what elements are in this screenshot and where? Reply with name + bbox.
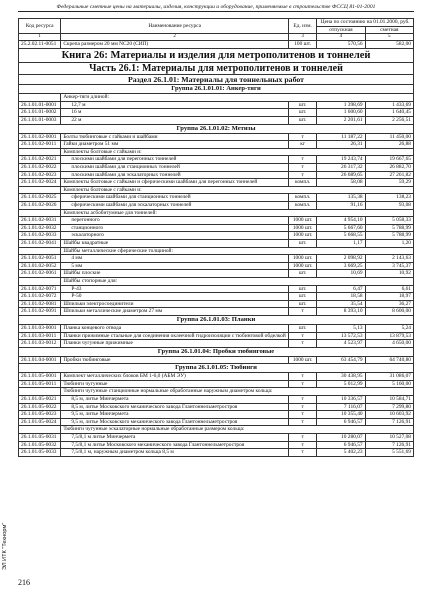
row-price-release: 1 600,60 (317, 109, 365, 117)
section-title: Раздел 26.1.01: Материалы для тоннельных работ (19, 75, 414, 85)
row-code: 26.1.01.03-0001 (19, 324, 61, 332)
row-price-release: 26 317,32 (317, 164, 365, 172)
row-price-estimate: 93,08 (365, 202, 413, 210)
row-name: 8,5 м, литье Минчермета (61, 396, 289, 404)
running-header: Федеральные сметные цены на материалы, изделия, конструкции и оборудование, применяемые в строительстве ФССЦ 81-01-2001 (18, 4, 414, 12)
row-price-estimate: 582,00 (365, 41, 413, 49)
row-price-estimate: 10 603,92 (365, 411, 413, 419)
row-code: 26.1.01.01-0001 (19, 101, 61, 109)
row-name: Шайбы плоские (61, 270, 289, 278)
subgroup-label: Комплекты болтовые с гайками и: (61, 186, 414, 194)
row-price-estimate: 5 058,33 (365, 217, 413, 225)
index-cell: 5 (365, 34, 413, 41)
table-row (19, 232, 414, 240)
group-title: Группа 26.1.01.01: Анкер-тяги (19, 85, 414, 94)
row-code: 26.1.01.02-0001 (19, 133, 61, 141)
row-unit: т (289, 411, 317, 419)
row-name: Шайбы квадратные (61, 239, 289, 247)
row-name: 22 м (61, 117, 289, 125)
table-row (19, 380, 414, 388)
table-row (19, 217, 414, 225)
row-price-estimate: 31 086,07 (365, 373, 413, 381)
group-title-row (19, 85, 414, 94)
part-title-row (19, 62, 414, 75)
sidebar-caption (2, 420, 14, 570)
row-code: 26.1.01.02-0081 (19, 300, 61, 308)
row-unit: компл. (289, 202, 317, 210)
row-price-estimate: 19 667,65 (365, 156, 413, 164)
row-code: 26.1.01.02-0091 (19, 308, 61, 316)
subgroup-label-row (19, 209, 414, 217)
table-row (19, 156, 414, 164)
row-code: 26.1.01.02-0022 (19, 164, 61, 172)
row-code (19, 148, 61, 156)
row-unit: т (289, 332, 317, 340)
header-name: Наименование ресурса (61, 19, 289, 34)
row-price-release: 63 454,79 (317, 356, 365, 364)
part-title: Часть 26.1: Материалы для метрополитенов и тоннелей (19, 62, 414, 75)
row-unit: шт. (289, 300, 317, 308)
row-unit: шт. (289, 293, 317, 301)
row-price-release: 6 946,57 (317, 441, 365, 449)
table-row (19, 403, 414, 411)
row-price-release: 30 438,95 (317, 373, 365, 381)
row-price-release: 19 243,74 (317, 156, 365, 164)
row-name: 7,5/8,1 м литье Минчермета (61, 434, 289, 442)
row-price-estimate: 7 126,91 (365, 441, 413, 449)
row-price-release: 1,17 (317, 239, 365, 247)
row-name: 16 м (61, 109, 289, 117)
subgroup-label: Комплекты болтовые с гайками и: (61, 148, 414, 156)
table-row (19, 141, 414, 149)
row-name: 5 мм (61, 262, 289, 270)
row-price-release: 10,69 (317, 270, 365, 278)
row-code: 26.1.01.02-0031 (19, 217, 61, 225)
index-cell: 3 (289, 34, 317, 41)
row-name: Пробки тюбинговые (61, 356, 289, 364)
row-unit: компл. (289, 194, 317, 202)
row-name: 7,5/8,1 м литье Московского механического завода Глантоннельметростроя (61, 441, 289, 449)
row-price-release: 6,47 (317, 285, 365, 293)
table-row (19, 164, 414, 172)
table-row (19, 441, 414, 449)
row-unit: 100 шт. (289, 41, 317, 49)
section-title-row (19, 75, 414, 85)
row-code: 26.1.01.04-0001 (19, 356, 61, 364)
row-unit: кг (289, 141, 317, 149)
row-price-release: 35,54 (317, 300, 365, 308)
row-price-estimate: 2 256,51 (365, 117, 413, 125)
row-name: Шпильки металлические диаметром 27 мм (61, 308, 289, 316)
row-code (19, 94, 61, 102)
row-code (19, 277, 61, 285)
row-name: 12,7 м (61, 101, 289, 109)
row-name: Комплект металлических блоков БМ 1-6,0 (АБМ ЭУ) (61, 373, 289, 381)
row-price-estimate: 3 745,37 (365, 262, 413, 270)
row-price-estimate: 10 527,08 (365, 434, 413, 442)
row-unit: т (289, 449, 317, 457)
row-code: 26.1.01.03-0012 (19, 340, 61, 348)
row-code: 26.1.01.02-0025 (19, 194, 61, 202)
subgroup-label: Шайбы металлические сферические толщиной: (61, 247, 414, 255)
row-price-estimate: 7 126,91 (365, 418, 413, 426)
row-price-estimate: 8 600,00 (365, 308, 413, 316)
row-code: 26.1.01.05-0001 (19, 373, 61, 381)
row-name: Гайки диаметром 51 мм (61, 141, 289, 149)
row-unit: т (289, 418, 317, 426)
row-price-release: 11 187,22 (317, 133, 365, 141)
header-unit: Ед. изм. (289, 19, 317, 34)
row-price-estimate: 36,27 (365, 300, 413, 308)
row-name: сферическими шайбами для эскалаторных тоннелей (61, 202, 289, 210)
row-price-release: 5,13 (317, 324, 365, 332)
row-price-release: 26,31 (317, 141, 365, 149)
row-price-estimate: 5,24 (365, 324, 413, 332)
row-code: 26.1.01.01-0003 (19, 117, 61, 125)
group-title-row (19, 364, 414, 373)
row-name: Болты тюбинговые с гайками и шайбами (61, 133, 289, 141)
row-code: 26.1.01.02-0072 (19, 293, 61, 301)
row-price-estimate: 5 551,69 (365, 449, 413, 457)
row-unit: т (289, 380, 317, 388)
row-code (19, 426, 61, 434)
index-cell: 2 (61, 34, 289, 41)
table-row (19, 202, 414, 210)
index-cell: 1 (19, 34, 61, 41)
group-title: Группа 26.1.01.04: Пробки тюбинговые (19, 347, 414, 356)
row-code: 26.1.01.02-0023 (19, 171, 61, 179)
subgroup-label-row (19, 247, 414, 255)
row-name: Комплекты болтовые с гайками и сферическими шайбами для перегонных тоннелей (61, 179, 289, 187)
row-price-release: 4 954,10 (317, 217, 365, 225)
table-row (19, 332, 414, 340)
subgroup-label-row (19, 94, 414, 102)
table-row (19, 340, 414, 348)
row-code: 26.1.01.05-0023 (19, 411, 61, 419)
subgroup-label: Комплекты асбобитумные для тоннелей: (61, 209, 414, 217)
row-code: 26.1.01.05-0032 (19, 441, 61, 449)
subgroup-label: Шайбы стопорные для: (61, 277, 414, 285)
book-title-row (19, 48, 414, 62)
header-estimate: сметная (365, 26, 413, 34)
row-unit: шт. (289, 109, 317, 117)
row-unit: т (289, 403, 317, 411)
table-row (19, 224, 414, 232)
row-name: 4 мм (61, 255, 289, 263)
row-name: 7,5/8,1 м, наружным диаметром кольца 8,5 м (61, 449, 289, 457)
row-price-release: 18,58 (317, 293, 365, 301)
row-name: плоскими шайбами для эскалаторных тоннелей (61, 171, 289, 179)
table-row (19, 117, 414, 125)
row-unit: т (289, 441, 317, 449)
row-price-release: 91,16 (317, 202, 365, 210)
row-unit: шт. (289, 239, 317, 247)
row-price-release: 3 669,25 (317, 262, 365, 270)
row-price-estimate: 1 640,45 (365, 109, 413, 117)
row-price-estimate: 2 143,63 (365, 255, 413, 263)
row-price-estimate: 26 882,70 (365, 164, 413, 172)
row-code: 26.1.01.02-0061 (19, 270, 61, 278)
row-code (19, 388, 61, 396)
book-title: Книга 26: Материалы и изделия для метрополитенов и тоннелей (19, 48, 414, 62)
table-row (19, 324, 414, 332)
group-title-row (19, 347, 414, 356)
table-row (19, 101, 414, 109)
table-row (19, 239, 414, 247)
table-row (19, 449, 414, 457)
row-name: станционного (61, 224, 289, 232)
row-name: 9,5 м, литье Минчермета (61, 411, 289, 419)
row-name: сферическими шайбами для станционных тоннелей (61, 194, 289, 202)
row-price-estimate: 27 261,82 (365, 171, 413, 179)
row-code: 26.1.01.02-0041 (19, 239, 61, 247)
row-price-release: 13 572,53 (317, 332, 365, 340)
row-unit: 1000 шт. (289, 356, 317, 364)
row-price-release: 1 398,69 (317, 101, 365, 109)
row-price-estimate: 1,20 (365, 239, 413, 247)
row-code: 26.1.01.02-0071 (19, 285, 61, 293)
row-name: Р-50 (61, 293, 289, 301)
row-name: перегонного (61, 217, 289, 225)
row-name: плоскими шайбами для станционных тоннелей (61, 164, 289, 172)
price-table (18, 18, 414, 457)
row-code: 26.1.01.05-0024 (19, 418, 61, 426)
row-code: 26.1.01.02-0026 (19, 202, 61, 210)
row-name: Планки прижимные стальные для соединения оклеечной гидроизоляции с тюбинговой обделкой (61, 332, 289, 340)
row-unit: т (289, 164, 317, 172)
row-price-estimate: 64 740,80 (365, 356, 413, 364)
group-title: Группа 26.1.01.05: Тюбинги (19, 364, 414, 373)
group-title-row (19, 315, 414, 324)
row-code: 26.1.01.05-0033 (19, 449, 61, 457)
header-price: Цена по состоянию на 01.01.2000, руб. (317, 19, 414, 27)
table-row (19, 194, 414, 202)
row-code: 26.1.01.02-0032 (19, 224, 61, 232)
subgroup-label-row (19, 277, 414, 285)
row-unit: шт. (289, 270, 317, 278)
row-name: Тюбинги чугунные (61, 380, 289, 388)
row-price-estimate: 26,88 (365, 141, 413, 149)
row-name: эскалаторного (61, 232, 289, 240)
row-price-release: 135,38 (317, 194, 365, 202)
index-cell: 4 (317, 34, 365, 41)
subgroup-label: Тюбинги чугунные эскалаторные нормальные обработанные размером кольца: (61, 426, 414, 434)
row-unit: т (289, 156, 317, 164)
row-price-estimate: 10 584,71 (365, 396, 413, 404)
row-price-release: 10 280,07 (317, 434, 365, 442)
row-price-estimate: 5 788,99 (365, 224, 413, 232)
row-price-release: 7 116,07 (317, 403, 365, 411)
table-row (19, 373, 414, 381)
row-code: 26.1.01.05-0021 (19, 396, 61, 404)
table-row (19, 300, 414, 308)
row-price-estimate: 5 160,00 (365, 380, 413, 388)
row-unit: 1000 шт. (289, 232, 317, 240)
row-unit: 1000 шт. (289, 255, 317, 263)
row-code: 26.1.01.02-0011 (19, 141, 61, 149)
subgroup-label: Тюбинги чугунные станционные нормальные обработанные наружным диаметром кольца: (61, 388, 414, 396)
row-price-estimate: 18,97 (365, 293, 413, 301)
table-row (19, 41, 414, 49)
row-unit: 1000 шт. (289, 262, 317, 270)
row-code (19, 186, 61, 194)
row-price-release: 2 201,61 (317, 117, 365, 125)
row-unit: 1000 шт. (289, 217, 317, 225)
row-price-release: 26 689,65 (317, 171, 365, 179)
row-name: Планки чугунные прижимные (61, 340, 289, 348)
row-unit: 1000 шт. (289, 224, 317, 232)
row-unit: шт. (289, 101, 317, 109)
row-name: 9,5 м, литье Московского механического завода Глантоннельметростроя (61, 418, 289, 426)
row-price-release: 5 668,55 (317, 232, 365, 240)
row-price-estimate: 59,29 (365, 179, 413, 187)
row-code: 25.2.02.11-0051 (19, 41, 61, 49)
row-code: 26.1.01.02-0024 (19, 179, 61, 187)
row-unit: т (289, 396, 317, 404)
row-code: 26.1.01.02-0052 (19, 262, 61, 270)
row-code: 26.1.01.02-0051 (19, 255, 61, 263)
row-unit: т (289, 171, 317, 179)
row-unit: т (289, 373, 317, 381)
table-row (19, 434, 414, 442)
table-row (19, 293, 414, 301)
row-price-release: 5 402,23 (317, 449, 365, 457)
group-title-row (19, 124, 414, 133)
sidebar-text: ЭЛ ИТК "Технорм" (2, 522, 8, 570)
row-code: 26.1.01.05-0031 (19, 434, 61, 442)
table-row (19, 285, 414, 293)
table-row (19, 262, 414, 270)
row-code: 26.1.01.02-0021 (19, 156, 61, 164)
row-code: 26.1.01.03-0011 (19, 332, 61, 340)
row-name: Планка концевого отвода (61, 324, 289, 332)
subgroup-label: Анкер-тяги длиной: (61, 94, 414, 102)
price-table-container (18, 18, 414, 457)
row-code (19, 209, 61, 217)
row-unit: т (289, 308, 317, 316)
row-unit: т (289, 133, 317, 141)
row-unit: шт. (289, 285, 317, 293)
subgroup-label-row (19, 426, 414, 434)
row-name: Скрепа размером 20 мм NC20 (СИП) (61, 41, 289, 49)
table-row (19, 356, 414, 364)
row-price-estimate: 7 299,80 (365, 403, 413, 411)
row-unit: шт. (289, 324, 317, 332)
row-code: 26.1.01.05-0022 (19, 403, 61, 411)
row-price-estimate: 6,61 (365, 285, 413, 293)
subgroup-label-row (19, 388, 414, 396)
row-price-release: 570,56 (317, 41, 365, 49)
row-unit: т (289, 340, 317, 348)
row-price-release: 10 355,40 (317, 411, 365, 419)
row-price-release: 2 098,92 (317, 255, 365, 263)
row-price-estimate: 10,92 (365, 270, 413, 278)
subgroup-label-row (19, 148, 414, 156)
row-price-release: 6 946,57 (317, 418, 365, 426)
row-unit: т (289, 434, 317, 442)
row-code: 26.1.01.05-0011 (19, 380, 61, 388)
table-row (19, 255, 414, 263)
row-price-release: 8 393,10 (317, 308, 365, 316)
subgroup-label-row (19, 186, 414, 194)
row-price-estimate: 13 879,53 (365, 332, 413, 340)
row-name: плоскими шайбами для перегонных тоннелей (61, 156, 289, 164)
group-title: Группа 26.1.01.03: Планки (19, 315, 414, 324)
table-row (19, 308, 414, 316)
table-row (19, 109, 414, 117)
row-name: Шпильки электросоединители (61, 300, 289, 308)
row-price-estimate: 4 650,00 (365, 340, 413, 348)
row-price-estimate: 11 450,00 (365, 133, 413, 141)
table-row (19, 133, 414, 141)
row-price-release: 5 012,99 (317, 380, 365, 388)
table-row (19, 179, 414, 187)
row-price-release: 5 667,60 (317, 224, 365, 232)
row-unit: шт. (289, 117, 317, 125)
row-price-release: 4 523,97 (317, 340, 365, 348)
header-release: отпускная (317, 26, 365, 34)
row-price-estimate: 5 788,99 (365, 232, 413, 240)
row-name: 8,5 м, литье Московского механического завода Глантоннельметростроя (61, 403, 289, 411)
row-code (19, 247, 61, 255)
group-title: Группа 26.1.01.02: Метизы (19, 124, 414, 133)
page-number: 216 (18, 578, 30, 587)
row-price-release: 10 336,57 (317, 396, 365, 404)
table-row (19, 171, 414, 179)
table-row (19, 411, 414, 419)
table-row (19, 396, 414, 404)
row-name: Р-43 (61, 285, 289, 293)
row-code: 26.1.01.01-0002 (19, 109, 61, 117)
row-price-release: 58,08 (317, 179, 365, 187)
header-code: Код ресурса (19, 19, 61, 34)
row-price-estimate: 1 433,69 (365, 101, 413, 109)
row-unit: компл. (289, 179, 317, 187)
table-row (19, 418, 414, 426)
table-row (19, 270, 414, 278)
row-code: 26.1.01.02-0033 (19, 232, 61, 240)
row-price-estimate: 138,23 (365, 194, 413, 202)
